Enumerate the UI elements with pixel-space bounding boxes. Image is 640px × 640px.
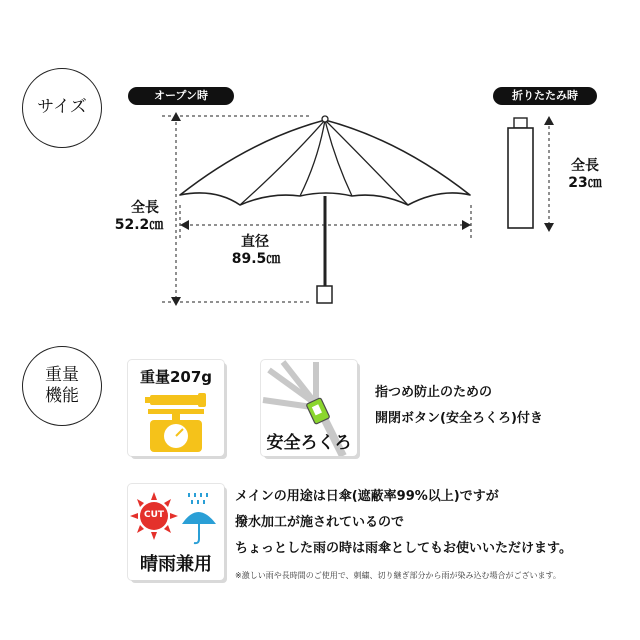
folded-length-value: 23㎝ xyxy=(568,175,602,191)
sun-rain-card xyxy=(128,484,224,580)
safety-runner-card xyxy=(261,360,357,456)
sun-rain-desc-line: 撥水加工が施されているので xyxy=(235,515,405,530)
open-length-label: 全長 xyxy=(131,200,159,216)
diameter-value: 89.5㎝ xyxy=(231,251,281,267)
open-state-pill: オープン時 xyxy=(128,87,234,105)
sun-rain-desc-line: ちょっとした雨の時は雨傘としてもお使いいただけます。 xyxy=(235,541,572,556)
sun-rain-desc-line: メインの用途は日傘(遮蔽率99%以上)ですが xyxy=(235,489,499,504)
weight-card-title: 重量207g xyxy=(139,368,213,386)
cut-badge: CUT xyxy=(143,510,165,520)
scale-icon xyxy=(128,360,224,456)
safety-description xyxy=(375,380,543,432)
weight-card xyxy=(128,360,224,456)
folded-state-pill: 折りたたみ時 xyxy=(493,87,597,105)
sun-rain-card-title: 晴雨兼用 xyxy=(140,554,212,575)
weight-function-section-label: 重量 機能 xyxy=(22,346,102,426)
size-section-label: サイズ xyxy=(22,68,102,148)
open-length-value: 52.2㎝ xyxy=(114,217,164,233)
folded-length-label: 全長 xyxy=(571,158,599,174)
safety-card-title: 安全ろくろ xyxy=(266,433,352,453)
sun-rain-description xyxy=(235,484,572,562)
rain-caution-note: ※激しい雨や長時間のご使用で、刺繍、切り継ぎ部分から雨が染み込む場合がございます。 xyxy=(235,571,561,580)
safety-desc-line: 指つめ防止のための xyxy=(375,385,493,400)
diameter-label: 直径 xyxy=(241,234,269,250)
safety-desc-line: 開閉ボタン(安全ろくろ)付き xyxy=(375,411,543,426)
